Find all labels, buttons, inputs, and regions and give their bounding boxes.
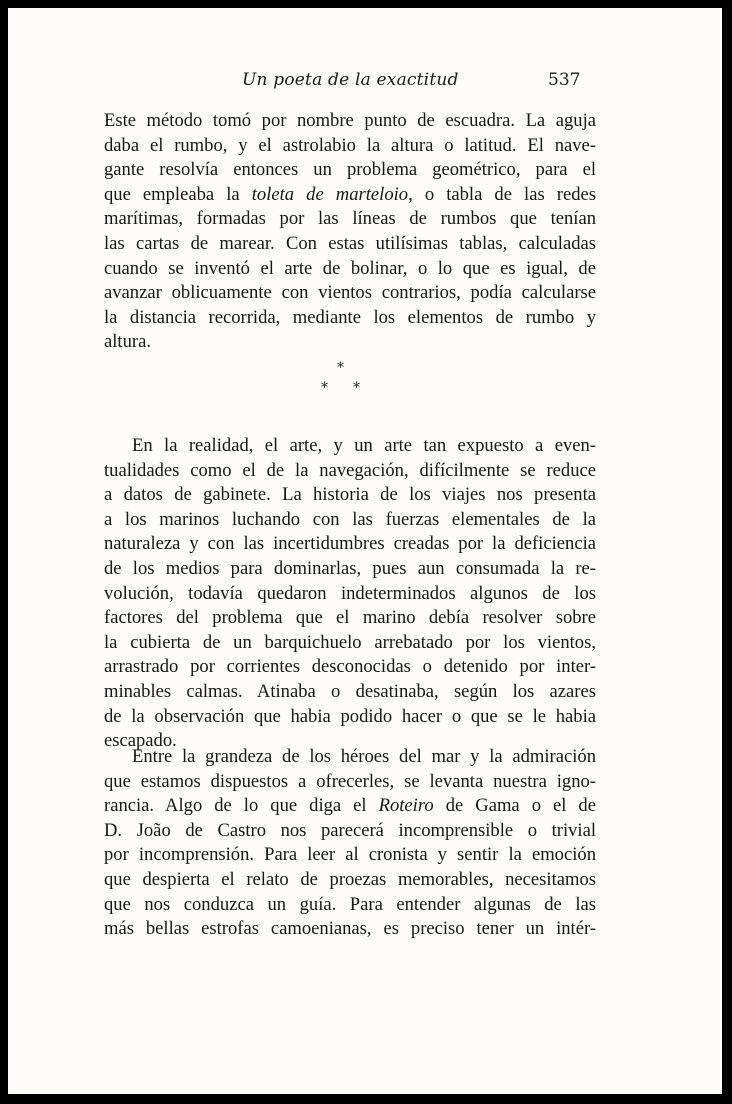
text-line: arrastrado por corrientes desconocidas o detenido por inter-	[104, 656, 596, 678]
text-line: naturaleza y con las incertidumbres creadas por la deficiencia	[104, 533, 596, 555]
text-line: que estamos dispuestos a ofrecerles, se levanta nuestra igno-	[104, 770, 596, 792]
text-line: la distancia recorrida, mediante los elementos de rumbo y	[104, 306, 596, 328]
text-line: factores del problema que el marino debía resolver sobre	[104, 607, 596, 629]
text-line: a los marinos luchando con las fuerzas elementales de la	[104, 508, 596, 530]
text-line: que despierta el relato de proezas memorables, necesitamos	[104, 868, 596, 890]
ornament-star: *	[337, 360, 344, 376]
text-line	[104, 794, 596, 819]
text-span: rancia. Algo de lo que diga el	[104, 795, 379, 817]
text-line: las cartas de marear. Con estas utilísimas tablas, calculadas	[104, 232, 596, 254]
page-header	[8, 70, 722, 96]
italic-term: toleta de marteloio,	[251, 183, 413, 205]
text-line: a datos de gabinete. La historia de los viajes nos presenta	[104, 484, 596, 506]
text-line: D. João de Castro nos parecerá incomprensible o trivial	[104, 819, 596, 841]
page-number: 537	[548, 70, 581, 90]
text-span: de Gama o el de	[433, 795, 596, 817]
ornament-star: *	[353, 380, 360, 396]
text-line: En la realidad, el arte, y un arte tan expuesto a even-	[132, 435, 596, 456]
text-line: volución, todavía quedaron indeterminados algunos de los	[104, 582, 596, 604]
paragraph-1	[104, 109, 596, 355]
text-line: que nos conduzca un guía. Para entender algunas de las	[104, 893, 596, 915]
book-page	[8, 8, 722, 1094]
paragraph-2	[104, 434, 596, 754]
running-title: Un poeta de la exactitud	[242, 70, 459, 90]
paragraph-3	[104, 745, 596, 942]
text-line: Este método tomó por nombre punto de escuadra. La aguja	[104, 110, 596, 131]
text-line: la cubierta de un barquichuelo arrebatado por los vientos,	[104, 631, 596, 653]
text-line: de la observación que habia podido hacer o que se le habia	[104, 705, 596, 727]
text-line: más bellas estrofas camoenianas, es preciso tener un intér-	[104, 918, 596, 940]
text-line: cuando se inventó el arte de bolinar, o lo que es igual, de	[104, 257, 596, 279]
text-line: avanzar oblicuamente con vientos contrarios, podía calcularse	[104, 282, 596, 304]
text-line: minables calmas. Atinaba o desatinaba, según los azares	[104, 680, 596, 702]
text-line: gante resolvía entonces un problema geométrico, para el	[104, 159, 596, 181]
text-span: que empleaba la	[104, 183, 252, 205]
text-line: Entre la grandeza de los héroes del mar y la admiración	[132, 746, 596, 767]
text-line: tualidades como el de la navegación, difícilmente se reduce	[104, 459, 596, 481]
text-line: altura.	[104, 331, 151, 353]
italic-term: Roteiro	[378, 795, 434, 817]
text-line	[104, 183, 596, 208]
text-line: de los medios para dominarlas, pues aun consumada la re-	[104, 557, 596, 579]
text-line: por incomprensión. Para leer al cronista y sentir la emoción	[104, 844, 596, 866]
text-line: daba el rumbo, y el astrolabio la altura o latitud. El nave-	[104, 134, 596, 156]
ornament-star: *	[321, 380, 328, 396]
text-line: marítimas, formadas por las líneas de rumbos que tenían	[104, 208, 596, 230]
text-line: escapado.	[104, 730, 177, 752]
text-span: o tabla de las redes	[412, 183, 596, 205]
